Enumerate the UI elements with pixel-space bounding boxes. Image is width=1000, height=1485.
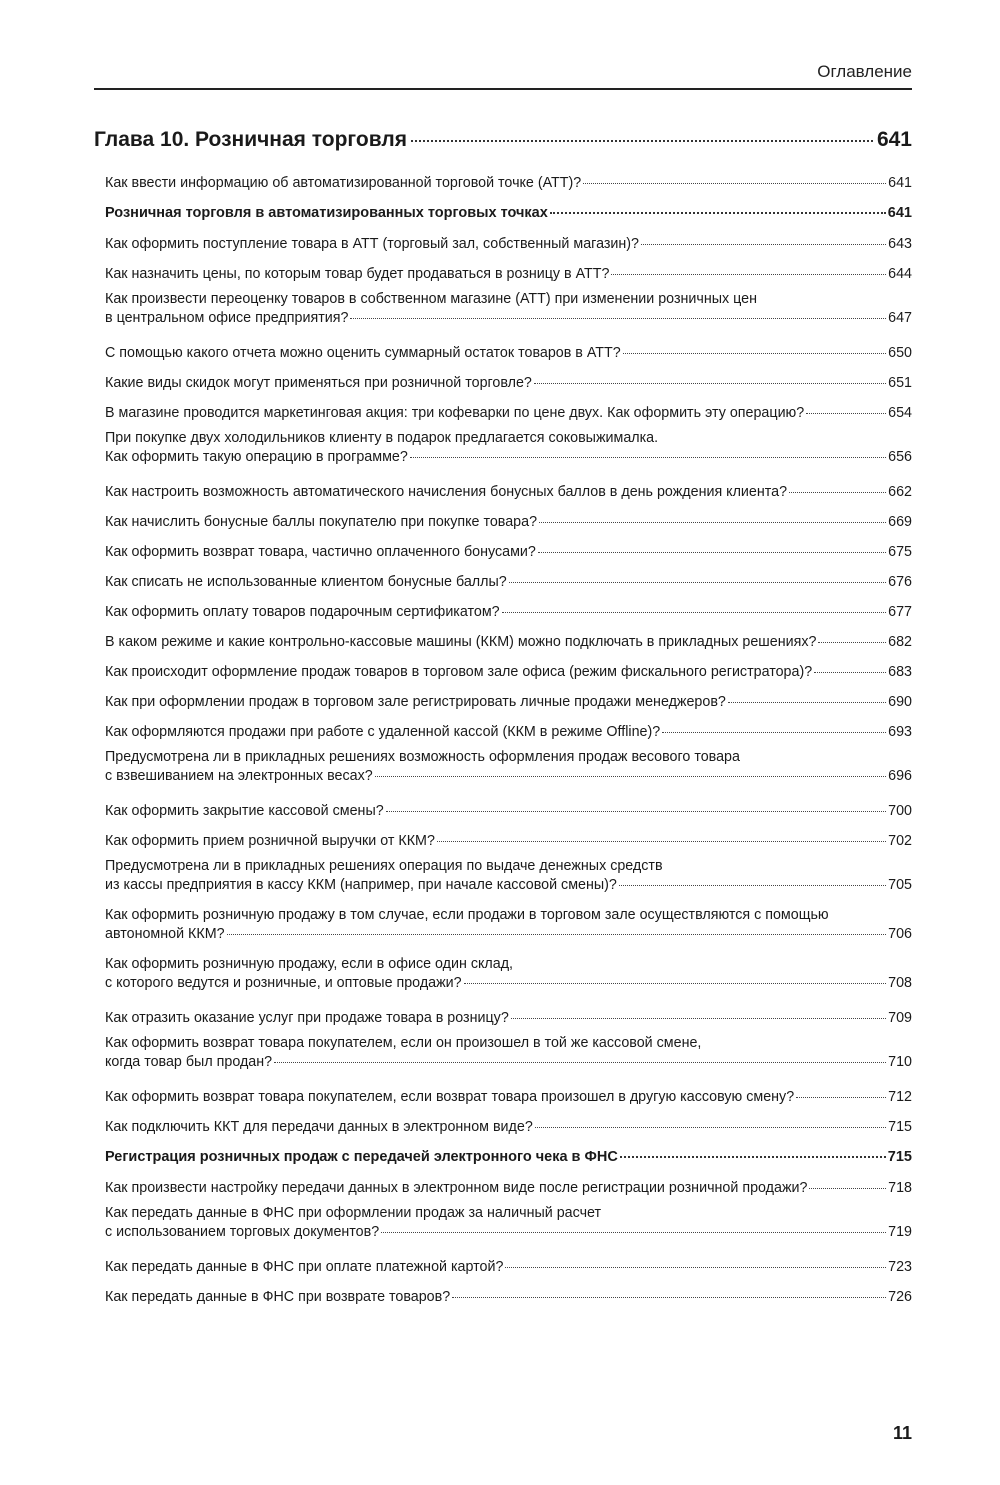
dot-leader <box>619 885 886 886</box>
toc-entry[interactable] <box>105 1252 912 1282</box>
entry-last-line <box>105 925 912 944</box>
chapter-page: 641 <box>876 128 912 151</box>
entry-page: 706 <box>888 926 912 942</box>
toc-entry[interactable] <box>105 229 912 259</box>
table-of-contents <box>94 128 912 1312</box>
dot-leader <box>796 1097 886 1098</box>
entry-last-line <box>105 448 912 467</box>
entry-page: 723 <box>888 1259 912 1275</box>
entry-page: 647 <box>888 310 912 326</box>
entry-text-line: Предусмотрена ли в прикладных решениях возможность оформления продаж весового товара <box>105 749 740 765</box>
entry-text: с взвешиванием на электронных весах? <box>105 768 373 784</box>
entry-text-line: Как оформить розничную продажу, если в офисе один склад, <box>105 956 514 972</box>
toc-entry[interactable] <box>105 567 912 597</box>
toc-entry[interactable] <box>105 368 912 398</box>
entry-last-line <box>105 1288 912 1307</box>
toc-entry[interactable] <box>105 717 912 747</box>
entry-text: Как оформить возврат товара, частично оплаченного бонусами? <box>105 544 536 560</box>
entry-text: Регистрация розничных продаж с передачей электронного чека в ФНС <box>105 1149 618 1165</box>
toc-entry[interactable] <box>105 954 912 1003</box>
entry-last-line <box>105 265 912 284</box>
dot-leader <box>538 552 886 553</box>
dot-leader <box>452 1297 886 1298</box>
entry-text: Как настроить возможность автоматического начисления бонусных баллов в день рождения клиента? <box>105 484 788 500</box>
entry-text-line: Как произвести переоценку товаров в собственном магазине (АТТ) при изменении розничных цен <box>105 291 758 307</box>
entry-text: Как подключить ККТ для передачи данных в электронном виде? <box>105 1119 533 1135</box>
entry-page: 712 <box>888 1089 912 1105</box>
dot-leader <box>509 582 886 583</box>
entry-last-line <box>105 1148 912 1167</box>
toc-entry[interactable] <box>105 1112 912 1142</box>
entry-last-line <box>105 663 912 682</box>
entry-page: 644 <box>888 266 912 282</box>
entry-page: 641 <box>888 175 912 191</box>
entry-page: 715 <box>888 1119 912 1135</box>
entry-last-line <box>105 1053 912 1072</box>
entry-last-line <box>105 1179 912 1198</box>
entry-page: 715 <box>887 1149 912 1165</box>
entry-page: 676 <box>888 574 912 590</box>
entry-last-line <box>105 513 912 532</box>
entry-text: Как передать данные в ФНС при возврате товаров? <box>105 1289 451 1305</box>
entry-page: 696 <box>888 768 912 784</box>
dot-leader <box>505 1267 886 1268</box>
entry-last-line <box>105 1118 912 1137</box>
running-head: Оглавление <box>817 62 912 81</box>
dot-leader <box>437 841 886 842</box>
entry-text: Как отразить оказание услуг при продаже товара в розницу? <box>105 1010 509 1026</box>
entry-text: Как оформить поступление товара в АТТ (торговый зал, собственный магазин)? <box>105 236 640 252</box>
entry-page: 719 <box>888 1224 912 1240</box>
entry-page: 700 <box>888 803 912 819</box>
entry-last-line <box>105 1009 912 1028</box>
entry-last-line <box>105 344 912 363</box>
toc-entry[interactable] <box>105 259 912 289</box>
entry-text: Как оформить возврат товара покупателем, если возврат товара произошел в другую кассовую смену? <box>105 1089 795 1105</box>
dot-leader <box>375 776 886 777</box>
entry-last-line <box>105 802 912 821</box>
entry-page: 683 <box>888 664 912 680</box>
entry-last-line <box>105 974 912 993</box>
entry-text: Какие виды скидок могут применяться при розничной торговле? <box>105 375 532 391</box>
dot-leader <box>620 1156 886 1158</box>
entry-text: Как оформить закрытие кассовой смены? <box>105 803 384 819</box>
entry-page: 675 <box>888 544 912 560</box>
entry-text: Как происходит оформление продаж товаров в торговом зале офиса (режим фискального регистратора)? <box>105 664 813 680</box>
entry-last-line <box>105 633 912 652</box>
entry-text: Как передать данные в ФНС при оплате платежной картой? <box>105 1259 504 1275</box>
entry-text: С помощью какого отчета можно оценить суммарный остаток товаров в АТТ? <box>105 345 621 361</box>
dot-leader <box>806 413 886 414</box>
toc-entry[interactable] <box>105 289 912 338</box>
toc-entry[interactable] <box>105 507 912 537</box>
entry-page: 718 <box>888 1180 912 1196</box>
entry-page: 656 <box>888 449 912 465</box>
page-number: 11 <box>892 1423 912 1443</box>
toc-entry[interactable] <box>105 1282 912 1312</box>
dot-leader <box>550 212 886 214</box>
entry-last-line <box>105 767 912 786</box>
toc-entry[interactable] <box>105 826 912 856</box>
dot-leader <box>789 492 886 493</box>
entry-text: когда товар был продан? <box>105 1054 273 1070</box>
dot-leader <box>410 457 886 458</box>
entry-last-line <box>105 1258 912 1277</box>
entry-text: Как оформить оплату товаров подарочным сертификатом? <box>105 604 500 620</box>
entry-page: 641 <box>887 205 912 221</box>
entry-page: 726 <box>888 1289 912 1305</box>
entry-page: 677 <box>888 604 912 620</box>
dot-leader <box>350 318 886 319</box>
dot-leader <box>502 612 887 613</box>
toc-entry[interactable] <box>105 1173 912 1203</box>
toc-entry[interactable] <box>105 687 912 717</box>
entry-last-line <box>105 483 912 502</box>
entry-text-line: Предусмотрена ли в прикладных решениях операция по выдаче денежных средств <box>105 858 663 874</box>
dot-leader <box>818 642 886 643</box>
entry-text: Как ввести информацию об автоматизированной торговой точке (АТТ)? <box>105 175 582 191</box>
toc-entry[interactable] <box>105 428 912 477</box>
toc-entry[interactable] <box>105 1203 912 1252</box>
entry-last-line <box>105 204 912 223</box>
entry-page: 662 <box>888 484 912 500</box>
dot-leader <box>227 934 887 935</box>
entry-last-line <box>105 876 912 895</box>
entry-last-line <box>105 235 912 254</box>
dot-leader <box>662 732 886 733</box>
toc-entry[interactable] <box>105 398 912 428</box>
entry-text: Как списать не использованные клиентом бонусные баллы? <box>105 574 507 590</box>
entry-page: 669 <box>888 514 912 530</box>
entry-last-line <box>105 573 912 592</box>
toc-entry[interactable] <box>105 657 912 687</box>
entry-text: Розничная торговля в автоматизированных торговых точках <box>105 205 548 221</box>
dot-leader <box>623 353 886 354</box>
dot-leader <box>814 672 886 673</box>
entry-last-line <box>105 309 912 328</box>
entry-last-line <box>105 723 912 742</box>
toc-entry[interactable] <box>105 477 912 507</box>
dot-leader <box>809 1188 886 1189</box>
toc-section[interactable] <box>105 1142 912 1173</box>
toc-entry[interactable] <box>105 1082 912 1112</box>
entry-page: 702 <box>888 833 912 849</box>
entry-last-line <box>105 1088 912 1107</box>
entry-last-line <box>105 693 912 712</box>
toc-entry[interactable] <box>105 905 912 954</box>
entry-text: Как назначить цены, по которым товар будет продаваться в розницу в АТТ? <box>105 266 610 282</box>
dot-leader <box>583 183 886 184</box>
entry-last-line <box>105 1223 912 1242</box>
toc-entry[interactable] <box>105 856 912 905</box>
entry-page: 650 <box>888 345 912 361</box>
entry-text: из кассы предприятия в кассу ККМ (например, при начале кассовой смены)? <box>105 877 617 893</box>
entry-page: 643 <box>888 236 912 252</box>
entry-page: 651 <box>888 375 912 391</box>
entry-text: В каком режиме и какие контрольно-кассовые машины (ККМ) можно подключать в прикладных решениях? <box>105 634 817 650</box>
dot-leader <box>386 811 886 812</box>
toc-entry[interactable] <box>105 597 912 627</box>
toc-entry[interactable] <box>105 338 912 368</box>
entry-text: с использованием торговых документов? <box>105 1224 380 1240</box>
entry-page: 708 <box>888 975 912 991</box>
toc-entry[interactable] <box>105 168 912 198</box>
toc-entries <box>94 168 912 1312</box>
dot-leader <box>539 522 886 523</box>
entry-page: 693 <box>888 724 912 740</box>
entry-text-line: Как передать данные в ФНС при оформлении продаж за наличный расчет <box>105 1205 602 1221</box>
entry-text: в центральном офисе предприятия? <box>105 310 349 326</box>
toc-entry[interactable] <box>105 1003 912 1033</box>
entry-last-line <box>105 832 912 851</box>
entry-last-line <box>105 603 912 622</box>
chapter-title: Глава 10. Розничная торговля <box>94 128 407 151</box>
toc-entry[interactable] <box>105 1033 912 1082</box>
entry-page: 690 <box>888 694 912 710</box>
entry-page: 705 <box>888 877 912 893</box>
toc-entry[interactable] <box>105 537 912 567</box>
entry-text: Как начислить бонусные баллы покупателю при покупке товара? <box>105 514 538 530</box>
entry-last-line <box>105 404 912 423</box>
entry-text: Как оформить такую операцию в программе? <box>105 449 408 465</box>
entry-page: 709 <box>888 1010 912 1026</box>
entry-page: 710 <box>888 1054 912 1070</box>
entry-text: автономной ККМ? <box>105 926 225 942</box>
dot-leader <box>611 274 886 275</box>
chapter-heading[interactable] <box>94 128 912 162</box>
entry-text: Как при оформлении продаж в торговом зале регистрировать личные продажи менеджеров? <box>105 694 726 710</box>
entry-text: В магазине проводится маркетинговая акция: три кофеварки по цене двух. Как оформить эту операцию? <box>105 405 805 421</box>
dot-leader <box>534 383 886 384</box>
header-rule <box>94 88 912 90</box>
dot-leader <box>535 1127 886 1128</box>
entry-text: Как оформляются продажи при работе с удаленной кассой (ККМ в режиме Offline)? <box>105 724 661 740</box>
entry-last-line <box>105 543 912 562</box>
entry-last-line <box>105 374 912 393</box>
entry-text: Как оформить прием розничной выручки от ККМ? <box>105 833 435 849</box>
dot-leader <box>728 702 886 703</box>
toc-section[interactable] <box>105 198 912 229</box>
entry-last-line <box>105 174 912 193</box>
dot-leader <box>381 1232 886 1233</box>
entry-text: Как произвести настройку передачи данных в электронном виде после регистрации розничной продажи? <box>105 1180 808 1196</box>
entry-page: 654 <box>888 405 912 421</box>
toc-entry[interactable] <box>105 627 912 657</box>
entry-text-line: При покупке двух холодильников клиенту в подарок предлагается соковыжималка. <box>105 430 659 446</box>
dot-leader <box>511 1018 886 1019</box>
dot-leader <box>274 1062 886 1063</box>
entry-page: 682 <box>888 634 912 650</box>
toc-entry[interactable] <box>105 747 912 796</box>
entry-text-line: Как оформить розничную продажу в том случае, если продажи в торговом зале осуществляются с помощью <box>105 907 829 923</box>
toc-entry[interactable] <box>105 796 912 826</box>
entry-text: с которого ведутся и розничные, и оптовые продажи? <box>105 975 462 991</box>
dot-leader <box>641 244 886 245</box>
dot-leader <box>411 140 873 142</box>
entry-text-line: Как оформить возврат товара покупателем, если он произошел в той же кассовой смене, <box>105 1035 702 1051</box>
dot-leader <box>464 983 887 984</box>
